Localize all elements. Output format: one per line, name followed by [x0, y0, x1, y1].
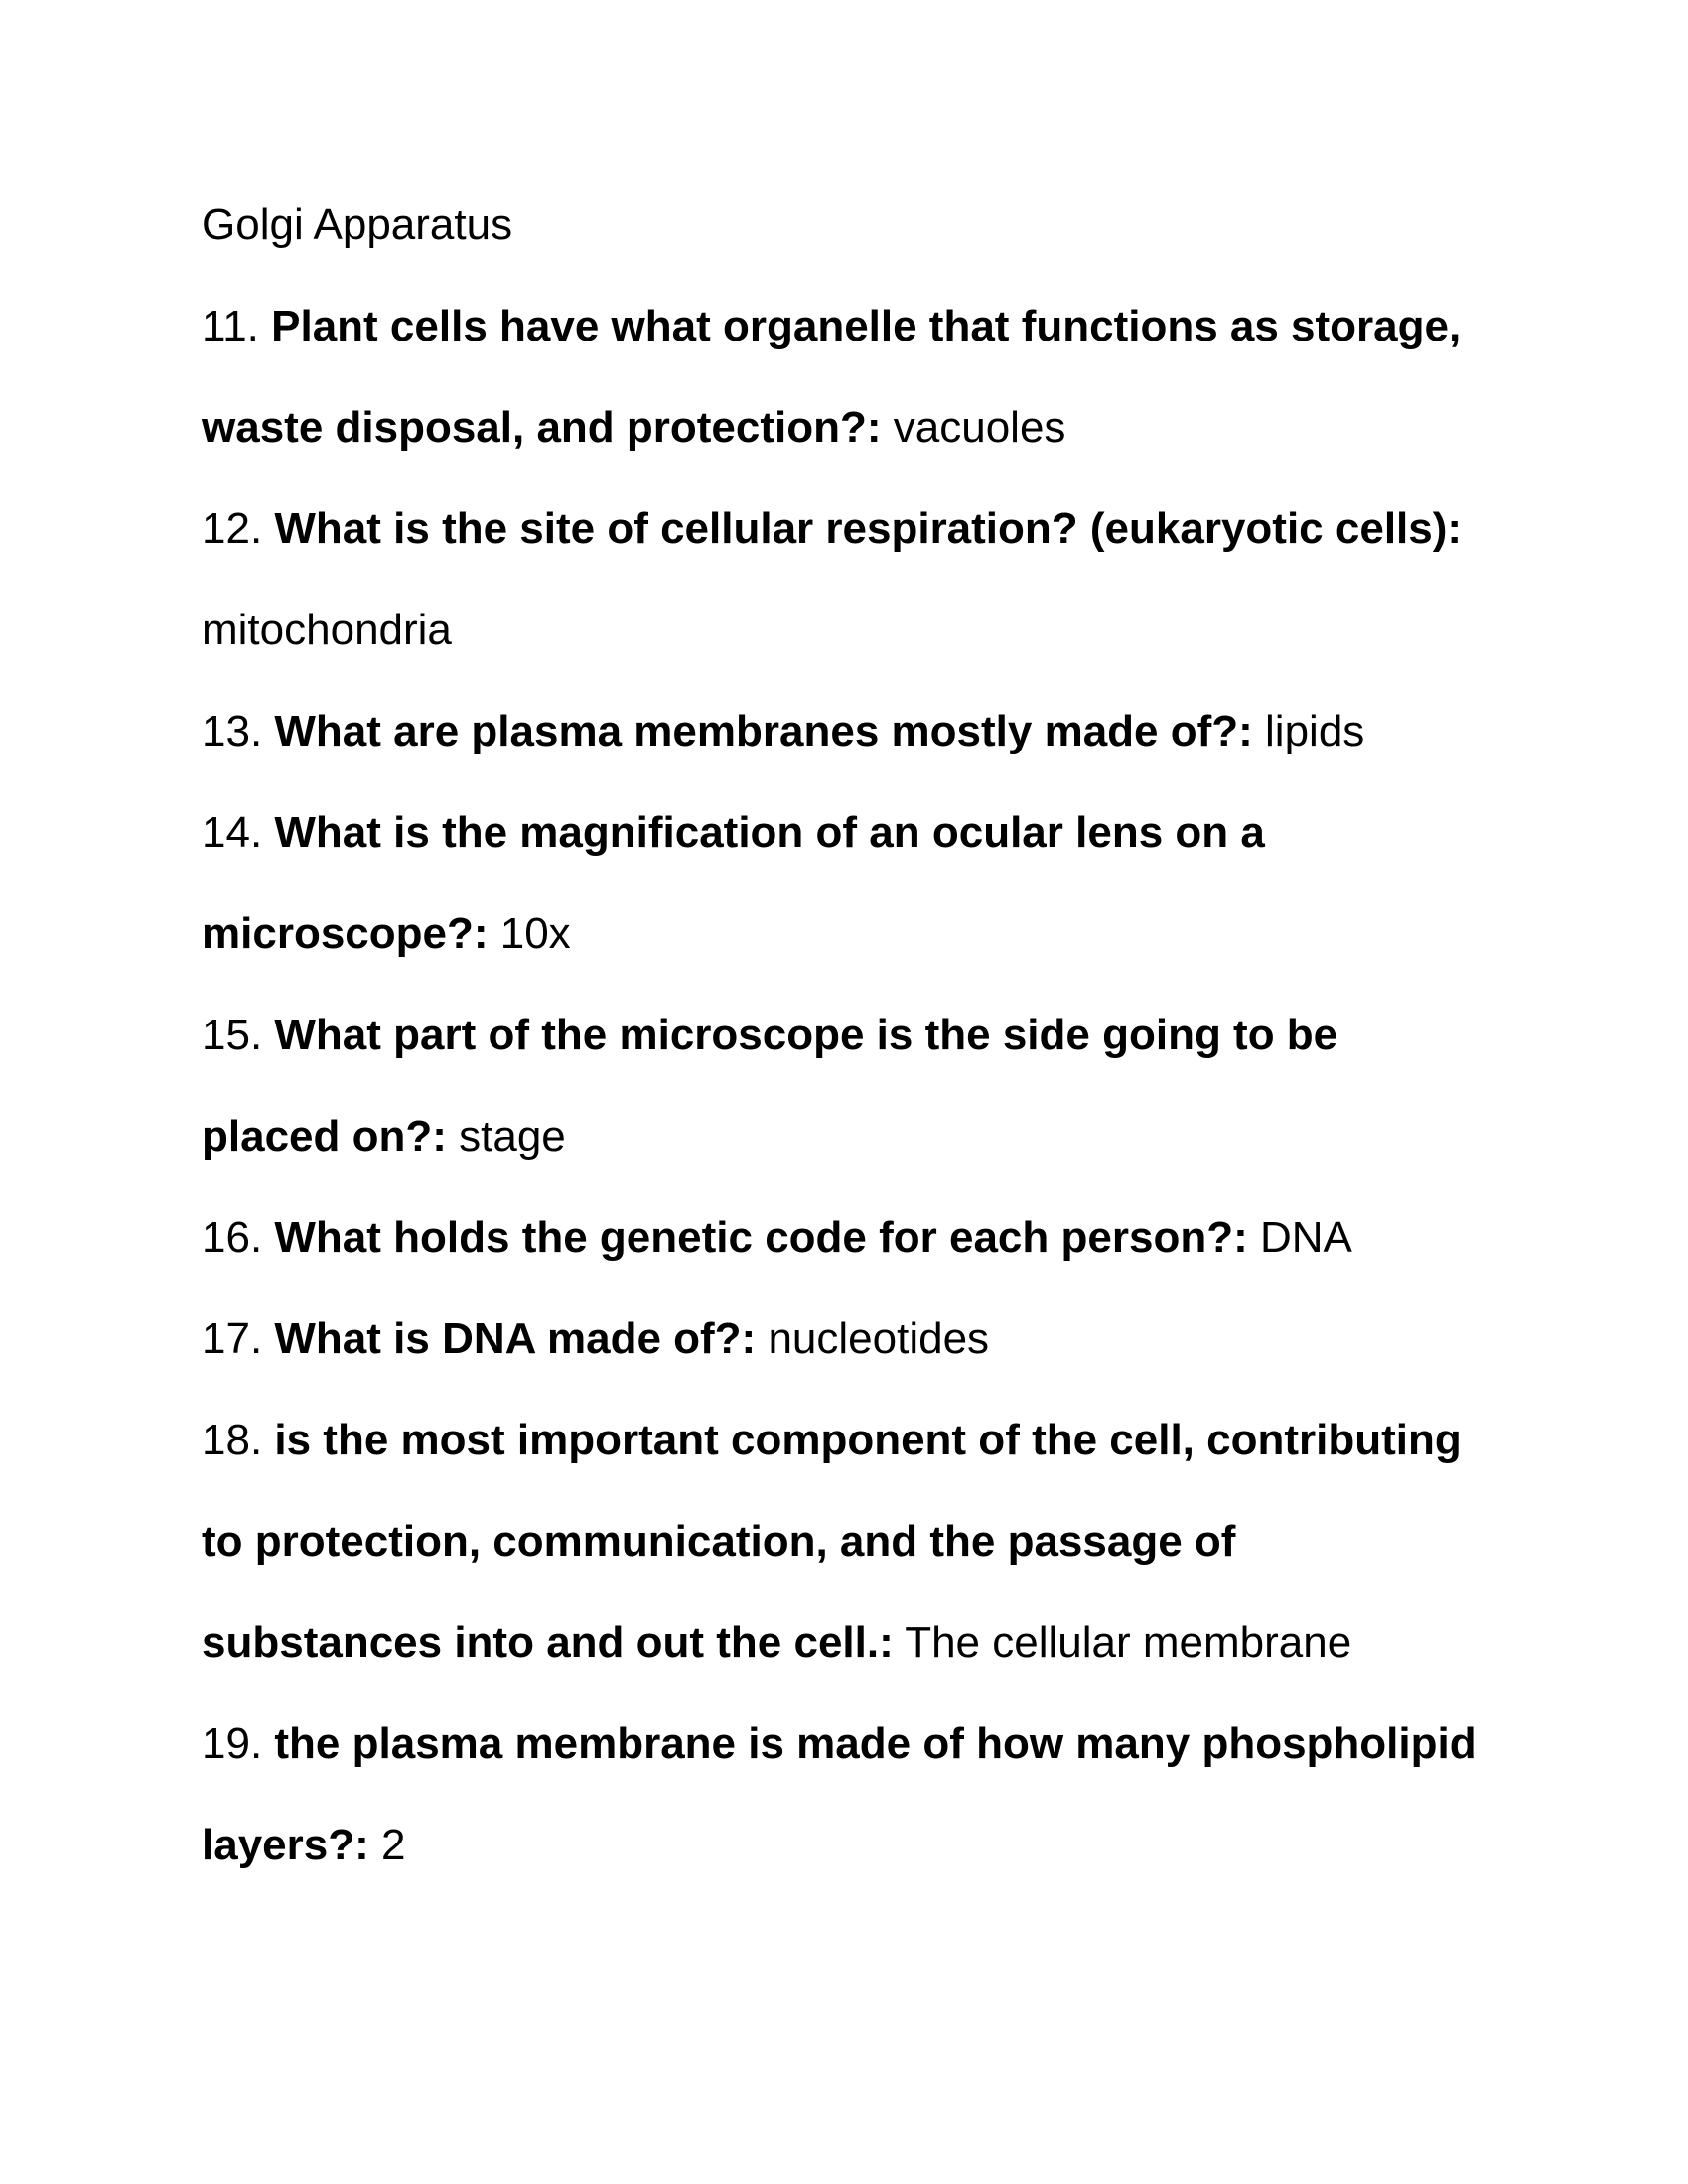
text-line	[202, 1694, 1477, 1795]
text-line	[202, 175, 1477, 276]
text-line	[202, 1390, 1477, 1491]
answer-text: Golgi Apparatus	[202, 201, 513, 249]
text-line	[202, 580, 1477, 681]
answer-text: 10x	[488, 909, 571, 958]
text-line	[202, 1592, 1477, 1694]
item-number: 11.	[202, 302, 272, 350]
text-line	[202, 782, 1477, 884]
answer-text: lipids	[1252, 707, 1365, 755]
item-number: 19.	[202, 1719, 275, 1768]
answer-text: stage	[446, 1112, 566, 1160]
question-text: What is the site of cellular respiration? (eukaryotic cells):	[274, 504, 1463, 553]
text-line	[202, 1795, 1477, 1896]
answer-text: DNA	[1247, 1213, 1352, 1262]
text-line	[202, 276, 1477, 377]
question-text: What is DNA made of?:	[274, 1314, 757, 1363]
question-text: Plant cells have what organelle that functions as storage,	[271, 302, 1462, 350]
text-line	[202, 884, 1477, 985]
item-number: 16.	[202, 1213, 275, 1262]
text-line	[202, 681, 1477, 782]
question-text: waste disposal, and protection?:	[202, 403, 882, 452]
answer-text: mitochondria	[202, 606, 452, 654]
item-number: 17.	[202, 1314, 275, 1363]
document-text	[202, 175, 1477, 1896]
text-line	[202, 1187, 1477, 1289]
question-text: placed on?:	[202, 1112, 447, 1160]
question-text: to protection, communication, and the passage of	[202, 1517, 1236, 1566]
question-text: microscope?:	[202, 909, 489, 958]
question-text: What is the magnification of an ocular lens on a	[274, 808, 1265, 857]
text-line	[202, 985, 1477, 1086]
item-number: 15.	[202, 1011, 275, 1059]
answer-text: vacuoles	[881, 403, 1066, 452]
item-number: 18.	[202, 1416, 275, 1464]
text-line	[202, 478, 1477, 580]
question-text: What part of the microscope is the side going to be	[274, 1011, 1338, 1059]
question-text: the plasma membrane is made of how many phospholipid	[274, 1719, 1477, 1768]
answer-text: nucleotides	[756, 1314, 990, 1363]
item-number: 14.	[202, 808, 275, 857]
question-text: layers?:	[202, 1821, 369, 1869]
text-line	[202, 1491, 1477, 1592]
text-line	[202, 377, 1477, 478]
question-text: is the most important component of the cell, contributing	[274, 1416, 1462, 1464]
answer-text: The cellular membrane	[893, 1618, 1352, 1667]
text-line	[202, 1289, 1477, 1390]
text-line	[202, 1086, 1477, 1187]
item-number: 13.	[202, 707, 275, 755]
answer-text: 2	[368, 1821, 406, 1869]
question-text: What holds the genetic code for each person?:	[274, 1213, 1248, 1262]
item-number: 12.	[202, 504, 275, 553]
question-text: What are plasma membranes mostly made of?:	[274, 707, 1253, 755]
question-text: substances into and out the cell.:	[202, 1618, 894, 1667]
